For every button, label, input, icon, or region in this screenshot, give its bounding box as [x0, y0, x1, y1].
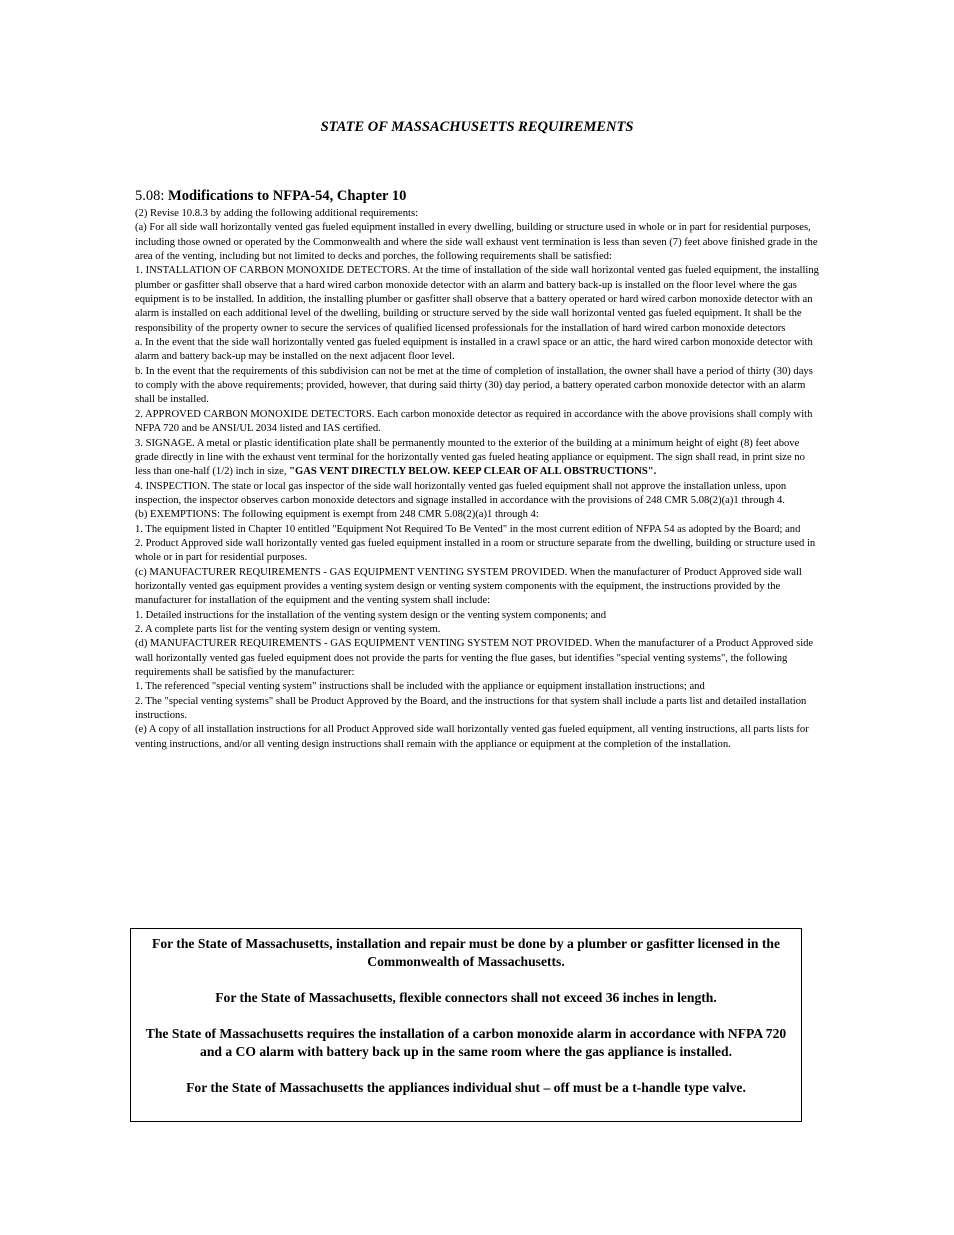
regulation-section: [135, 188, 820, 752]
item-3-sign-text: "GAS VENT DIRECTLY BELOW. KEEP CLEAR OF ALL OBSTRUCTIONS".: [289, 466, 657, 478]
paragraph-b: (b) EXEMPTIONS: The following equipment is exempt from 248 CMR 5.08(2)(a)1 through 4:: [135, 509, 539, 521]
notice-box: [130, 928, 802, 1122]
paragraph-item-4: 4. INSPECTION. The state or local gas inspector of the side wall horizontally vented gas fueled equipment shall not approve the installation unless, upon inspection, the inspector observes carbon monoxide detectors and signage installed in accordance with the provisions of 248 CMR 5.08(2)(a)1 through 4.: [135, 480, 787, 506]
section-title: Modifications to NFPA-54, Chapter 10: [168, 188, 407, 204]
paragraph-c1: 1. Detailed instructions for the installation of the venting system design or the venting system components; and: [135, 609, 607, 621]
paragraph-item-1a: a. In the event that the side wall horizontally vented gas fueled equipment is installed in a crawl space or an attic, the hard wired carbon monoxide detector with alarm and battery back-up may be installed on the next adjacent floor level.: [135, 337, 813, 363]
notice-paragraph-shutoff: For the State of Massachusetts the appliances individual shut – off must be a t-handle type valve.: [186, 1080, 746, 1095]
paragraph-b2: 2. Product Approved side wall horizontally vented gas fueled equipment installed in a room or structure separate from the dwelling, building or structure used in whole or in part for residential purposes.: [135, 537, 816, 564]
paragraph-item-1: 1. INSTALLATION OF CARBON MONOXIDE DETECTORS. At the time of installation of the side wall horizontal vented gas fueled equipment, the installing plumber or gasfitter shall observe that a hard wired carbon monoxide detector with an alarm and battery back-up is installed on the floor level where the gas equipment is to be installed. In addition, the installing plumber or gasfitter shall observe that a battery operated or hard wired carbon monoxide detector with an alarm is installed on each additional level of the dwelling, building or structure served by the side wall horizontal vented gas fueled equipment. It shall be the responsibility of the property owner to secure the services of qualified licensed professionals for the installation of hard wired carbon monoxide detectors: [135, 265, 819, 334]
paragraph-c: (c) MANUFACTURER REQUIREMENTS - GAS EQUIPMENT VENTING SYSTEM PROVIDED. When the manufacturer of Product Approved side wall horizontally vented gas equipment provides a venting system design or venting system components with the equipment, the instructions provided by the manufacturer for installation of the equipment and the venting system shall include:: [135, 566, 802, 607]
paragraph-a: (a) For all side wall horizontally vented gas fueled equipment installed in every dwelling, building or structure used in whole or in part for residential purposes, including those owned or operated by the Commonwealth and where the side wall exhaust vent termination is less than seven (7) feet above finished grade in the area of the venting, including but not limited to decks and porches, the following requirements shall be satisfied:: [135, 222, 818, 263]
section-heading: [135, 188, 820, 205]
paragraph-c2: 2. A complete parts list for the venting system design or venting system.: [135, 623, 441, 635]
paragraph-item-2: 2. APPROVED CARBON MONOXIDE DETECTORS. Each carbon monoxide detector as required in accordance with the above provisions shall comply with NFPA 720 and be ANSI/UL 2034 listed and IAS certified.: [135, 408, 813, 435]
notice-paragraph-licensing: For the State of Massachusetts, installation and repair must be done by a plumber or gasfitter licensed in the Commonwealth of Massachusetts.: [152, 936, 780, 969]
notice-paragraph-connectors: For the State of Massachusetts, flexible connectors shall not exceed 36 inches in length.: [215, 990, 717, 1005]
paragraph-e: (e) A copy of all installation instructions for all Product Approved side wall horizontally vented gas fueled equipment, all venting instructions, all parts lists for venting instructions, and/or all venting design instructions shall remain with the appliance or equipment at the completion of the installation.: [135, 724, 809, 750]
paragraph-d: (d) MANUFACTURER REQUIREMENTS - GAS EQUIPMENT VENTING SYSTEM NOT PROVIDED. When the manufacturer of a Product Approved side wall horizontally vented gas fueled equipment does not provide the parts for venting the flue gases, but identifies "special venting systems", the following requirements shall be satisfied by the manufacturer:: [135, 638, 814, 678]
paragraph-intro: (2) Revise 10.8.3 by adding the following additional requirements:: [135, 208, 419, 219]
paragraph-item-3: [135, 437, 820, 480]
page-title: STATE OF MASSACHUSETTS REQUIREMENTS: [320, 119, 634, 135]
section-number: 5.08:: [135, 188, 169, 204]
item-3-text: 3. SIGNAGE. A metal or plastic identification plate shall be permanently mounted to the exterior of the building at a minimum height of eight (8) feet above grade directly in line with the exhaust vent terminal for the horizontally vented gas fueled heating appliance or equipment. The sign shall read, in print size no less than one-half (1/2) inch in size,: [135, 437, 805, 478]
paragraph-d2: 2. The "special venting systems" shall be Product Approved by the Board, and the instructions for that system shall include a parts list and detailed installation instructions.: [135, 695, 807, 722]
paragraph-b1: 1. The equipment listed in Chapter 10 entitled "Equipment Not Required To Be Vented" in the most current edition of NFPA 54 as adopted by the Board; and: [135, 523, 801, 535]
paragraph-item-1b: b. In the event that the requirements of this subdivision can not be met at the time of completion of installation, the owner shall have a period of thirty (30) days to comply with the above requirements; provided, however, that during said thirty (30) day period, a battery operated carbon monoxide detector with an alarm shall be installed.: [135, 365, 813, 406]
paragraph-d1: 1. The referenced "special venting system" instructions shall be included with the appliance or equipment installation instructions; and: [135, 681, 705, 693]
notice-paragraph-co-alarm: The State of Massachusetts requires the installation of a carbon monoxide alarm in accordance with NFPA 720 and a CO alarm with battery back up in the same room where the gas appliance is installed.: [145, 1026, 787, 1059]
